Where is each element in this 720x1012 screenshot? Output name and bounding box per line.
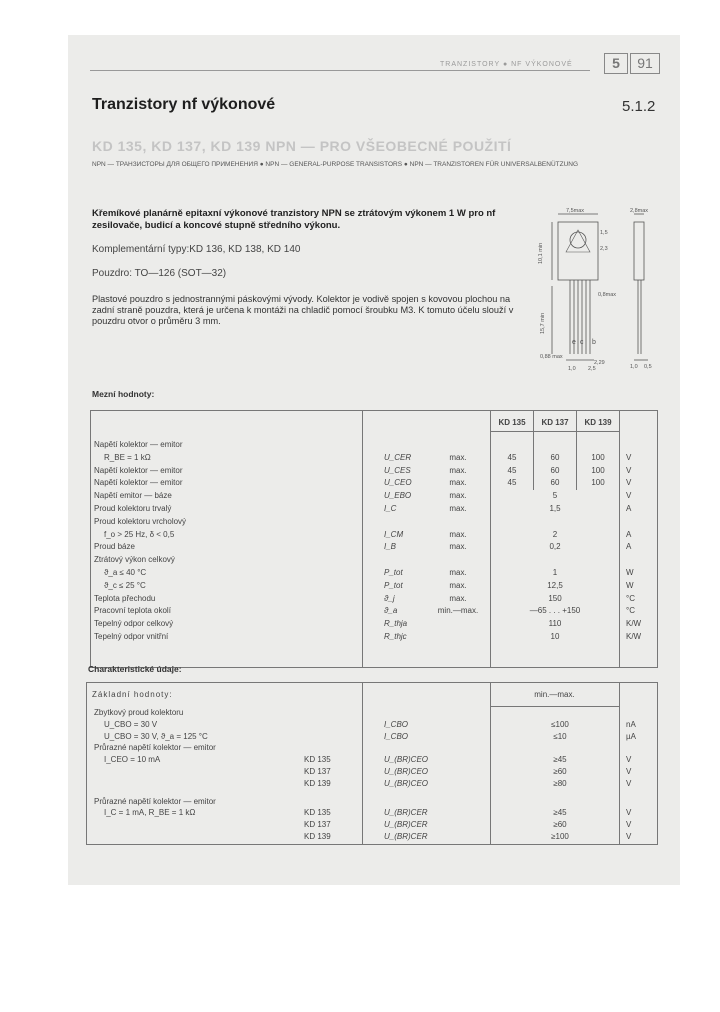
dim-hole-pos: 1,5 [600,230,608,236]
limit-param: ϑ_c ≤ 25 °C [104,580,146,590]
limit-param: Proud kolektoru vrcholový [94,516,187,526]
page-number-box: 91 [630,53,660,74]
limit-unit: V [626,452,632,462]
dim-hole-dia: 2,3 [600,246,608,252]
limit-unit: V [626,465,632,475]
pin-e-label: e [572,339,576,346]
limit-unit: K/W [626,632,642,641]
limit-qualifier: max. [449,465,467,475]
limit-value: 45 [507,478,517,488]
limit-symbol: U_CER [384,452,412,462]
dim-lead-a: 1,0 [568,366,576,372]
limit-value: 45 [507,452,517,462]
limit-value: 5 [552,491,558,501]
limit-unit: A [626,529,632,539]
dim-thickness: 2,8max [630,208,649,214]
dim-lead-length: 15,7 min [540,312,546,334]
dim-lead-width: 0,88 max [540,354,563,360]
dim-width: 7,5max [566,208,585,214]
char-param: Průrazné napětí kolektor — emitor [94,796,216,806]
char-symbol: U_(BR)CEO [384,755,429,765]
limit-unit: A [626,542,632,552]
col-kd137: KD 137 [541,418,569,427]
limit-symbol: P_tot [384,568,403,577]
char-type: KD 139 [304,778,331,788]
limit-value: 10 [550,632,560,641]
char-type: KD 139 [304,832,331,841]
limit-qualifier: max. [449,542,467,552]
limit-value: 110 [548,619,562,629]
limit-param: Proud kolektoru trvalý [94,504,172,513]
limit-param: Proud báze [94,542,135,552]
dim-body-height: 10,1 min [538,242,544,264]
package-description: Plastové pouzdro s jednostrannými páskovými vývody. Kolektor je vodivě spojen s kovovou plochou na zadní straně pouzdra, která je určena k montáži na chladič pomocí šroubku M3. K tomuto účelu slouží v pouzdru otvor o průměru 3 mm. [92,294,514,326]
limit-qualifier: max. [449,504,467,513]
char-value: ≥100 [551,832,569,841]
package-outline-diagram [530,204,670,374]
translations: NPN — ТРАНЗИСТОРЫ ДЛЯ ОБЩЕГО ПРИМЕНЕНИЯ ● NPN — GENERAL-PURPOSE TRANSISTORS ● NPN — TRANZISTOREN FÜR UNIVERSALBENÜTZUNG [92,161,579,168]
limit-unit: W [626,568,634,577]
char-param: Průrazné napětí kolektor — emitor [94,743,216,753]
char-unit: V [626,767,632,776]
limit-symbol: P_tot [384,580,403,590]
limit-unit: V [626,478,632,488]
limit-symbol: ϑ_j [384,593,395,603]
dim-side-b: 0,5 [644,364,652,370]
limit-value: 60 [550,478,560,488]
limit-symbol: U_EBO [384,491,412,501]
col-kd135: KD 135 [498,418,526,427]
char-symbol: U_(BR)CER [384,808,428,818]
package-type: Pouzdro: TO—126 (SOT—32) [92,268,227,279]
dim-pitch: 2,29 [594,360,605,366]
limit-symbol: ϑ_a [384,606,398,616]
limit-param: Napětí emitor — báze [94,491,172,501]
char-unit: V [626,808,632,818]
limit-unit: K/W [626,619,642,629]
limit-value: 2 [552,529,558,539]
col-kd139: KD 139 [584,418,612,427]
limit-qualifier: max. [449,593,467,603]
limit-value: 100 [591,452,605,462]
limit-unit: V [626,491,632,501]
limit-param: Napětí kolektor — emitor [94,465,183,475]
char-value: ≥80 [553,778,567,788]
char-value: ≥45 [553,808,567,818]
char-value: ≤10 [553,731,567,741]
intro-text: Křemíkové planárně epitaxní výkonové tranzistory NPN se ztrátovým výkonem 1 W pro nf zesilovače, budicí a koncové stupně středního výkonu. [92,208,496,231]
range-header: min.—max. [534,690,575,699]
basic-values-heading: Základní hodnoty: [92,690,173,699]
char-param: I_CEO = 10 mA [104,755,161,765]
limit-value: 12,5 [547,580,563,590]
char-param: U_CBO = 30 V [104,719,158,729]
package-side-outline [634,222,644,280]
char-type: KD 137 [304,820,331,830]
char-unit: V [626,832,632,841]
char-param: U_CBO = 30 V, ϑ_a = 125 °C [104,731,208,741]
limit-value: 100 [591,478,605,488]
dim-lead-b: 2,5 [588,366,596,372]
limit-unit: W [626,580,634,590]
limit-symbol: I_B [384,542,397,552]
char-param: I_C = 1 mA, R_BE = 1 kΩ [104,808,196,818]
pin-b-label: b [592,339,596,346]
char-unit: µA [626,731,636,741]
char-param: Zbytkový proud kolektoru [94,708,184,717]
limit-value: 1 [552,568,558,577]
limit-param: Tepelný odpor vnitřní [94,632,169,641]
limit-qualifier: max. [449,491,467,501]
char-value: ≥60 [553,820,567,830]
limit-unit: A [626,504,632,513]
limit-qualifier: max. [449,568,467,577]
section-number: 5.1.2 [622,98,656,115]
limit-value: 1,5 [549,504,561,513]
char-symbol: U_(BR)CEO [384,767,429,776]
limit-value: 0,2 [549,542,561,552]
limit-symbol: I_C [384,504,397,513]
running-title: TRANZISTORY ● NF VÝKONOVÉ [440,61,573,68]
limit-param: Napětí kolektor — emitor [94,478,183,488]
char-symbol: I_CBO [384,719,409,729]
char-type: KD 135 [304,808,331,818]
page-title: Tranzistory nf výkonové [92,96,276,113]
limit-param: R_BE = 1 kΩ [104,452,151,462]
limit-value: 100 [591,465,605,475]
package-body-outline [558,222,598,280]
char-unit: V [626,778,632,788]
characteristics-heading: Charakteristické údaje: [88,664,182,674]
char-symbol: I_CBO [384,731,409,741]
limit-value: —65 . . . +150 [529,606,581,616]
limit-param: Pracovní teplota okolí [94,606,171,616]
char-value: ≥45 [553,755,567,765]
char-type: KD 135 [304,755,331,765]
dim-side-a: 1,0 [630,364,638,370]
limit-value: 60 [550,452,560,462]
limit-qualifier: max. [449,529,467,539]
char-value: ≥60 [553,767,567,776]
char-symbol: U_(BR)CEO [384,778,429,788]
limit-unit: °C [626,606,635,616]
limit-qualifier: min.—max. [437,606,479,616]
limit-param: Napětí kolektor — emitor [94,440,183,449]
limit-qualifier: max. [449,452,467,462]
pin-c-label: c [580,339,584,346]
limit-symbol: R_thja [384,619,408,629]
char-unit: V [626,820,632,830]
char-symbol: U_(BR)CER [384,832,428,841]
limit-symbol: U_CES [384,465,411,475]
limit-param: ϑ_a ≤ 40 °C [104,568,147,577]
limit-unit: °C [626,593,635,603]
limit-param: Tepelný odpor celkový [94,619,174,629]
char-unit: nA [626,719,636,729]
header-rule [90,70,590,71]
limit-value: 60 [550,465,560,475]
subtitle: KD 135, KD 137, KD 139 NPN — PRO VŠEOBECNÉ POUŽITÍ [92,138,512,154]
limit-param: Ztrátový výkon celkový [94,555,175,565]
dim-lead-thick: 0,8max [598,292,617,298]
complementary-types: Komplementární typy:KD 136, KD 138, KD 140 [92,244,301,255]
char-type: KD 137 [304,767,331,776]
char-value: ≤100 [551,719,569,729]
limit-value: 45 [507,465,517,475]
char-symbol: U_(BR)CER [384,820,428,830]
limit-param: Teplota přechodu [94,593,156,603]
limit-param: f_o > 25 Hz, δ < 0,5 [104,529,175,539]
limit-symbol: R_thjc [384,632,407,641]
limits-heading: Mezní hodnoty: [92,389,155,399]
char-unit: V [626,755,632,765]
limit-qualifier: max. [449,580,467,590]
limit-symbol: U_CEO [384,478,412,488]
limit-symbol: I_CM [384,529,404,539]
limit-value: 150 [548,593,562,603]
page-section-box: 5 [604,53,628,74]
limit-qualifier: max. [449,478,467,488]
